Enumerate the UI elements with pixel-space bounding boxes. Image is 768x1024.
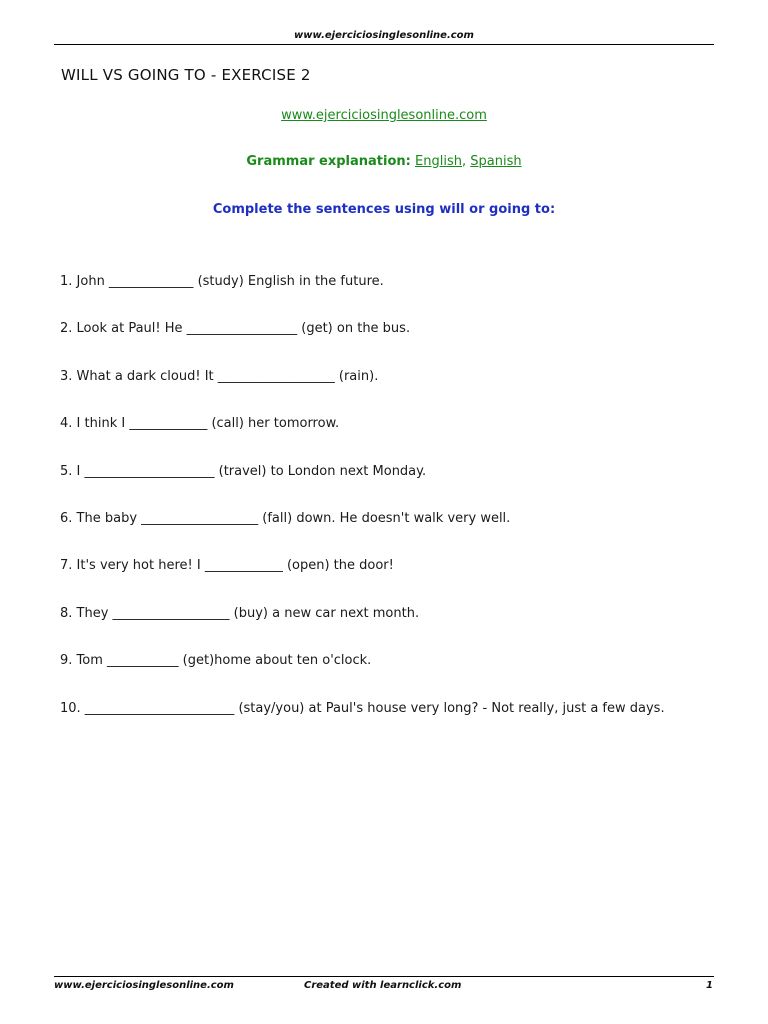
question-item: 7. It's very hot here! I ____________ (open) the door!: [60, 558, 394, 574]
question-item: 1. John _____________ (study) English in the future.: [60, 274, 384, 289]
grammar-link-spanish[interactable]: Spanish: [470, 154, 522, 169]
question-item: 10. _______________________ (stay/you) at Paul's house very long? - Not really, just a few days.: [60, 700, 665, 716]
page-number: 1: [706, 980, 713, 991]
footer-site-url: www.ejerciciosinglesonline.com: [54, 980, 234, 991]
question-item: 6. The baby __________________ (fall) down. He doesn't walk very well.: [60, 510, 511, 526]
question-item: 8. They __________________ (buy) a new car next month.: [60, 605, 420, 621]
question-item: 9. Tom ___________ (get)home about ten o'clock.: [60, 653, 372, 669]
question-item: 4. I think I ____________ (call) her tomorrow.: [60, 416, 340, 432]
instructions: Complete the sentences using will or going to:: [212, 202, 556, 217]
page-title: WILL VS GOING TO - EXERCISE 2: [61, 66, 311, 84]
footer-created-with: Created with learnclick.com: [304, 980, 462, 991]
grammar-separator: ,: [461, 154, 467, 169]
question-list: [60, 272, 665, 746]
site-link-line: [0, 108, 768, 123]
question-item: 2. Look at Paul! He _________________ (get) on the bus.: [60, 321, 411, 337]
footer-rule: [54, 976, 714, 977]
grammar-link-english[interactable]: English: [415, 154, 462, 169]
question-item: 5. I ____________________ (travel) to London next Monday.: [60, 463, 427, 479]
site-link[interactable]: www.ejerciciosinglesonline.com: [281, 108, 487, 123]
grammar-label: Grammar explanation:: [246, 154, 411, 169]
question-item: 3. What a dark cloud! It __________________ (rain).: [60, 368, 379, 384]
header-site-url: www.ejerciciosinglesonline.com: [294, 30, 474, 41]
grammar-explanation: [0, 154, 768, 169]
header-rule: [54, 44, 714, 45]
